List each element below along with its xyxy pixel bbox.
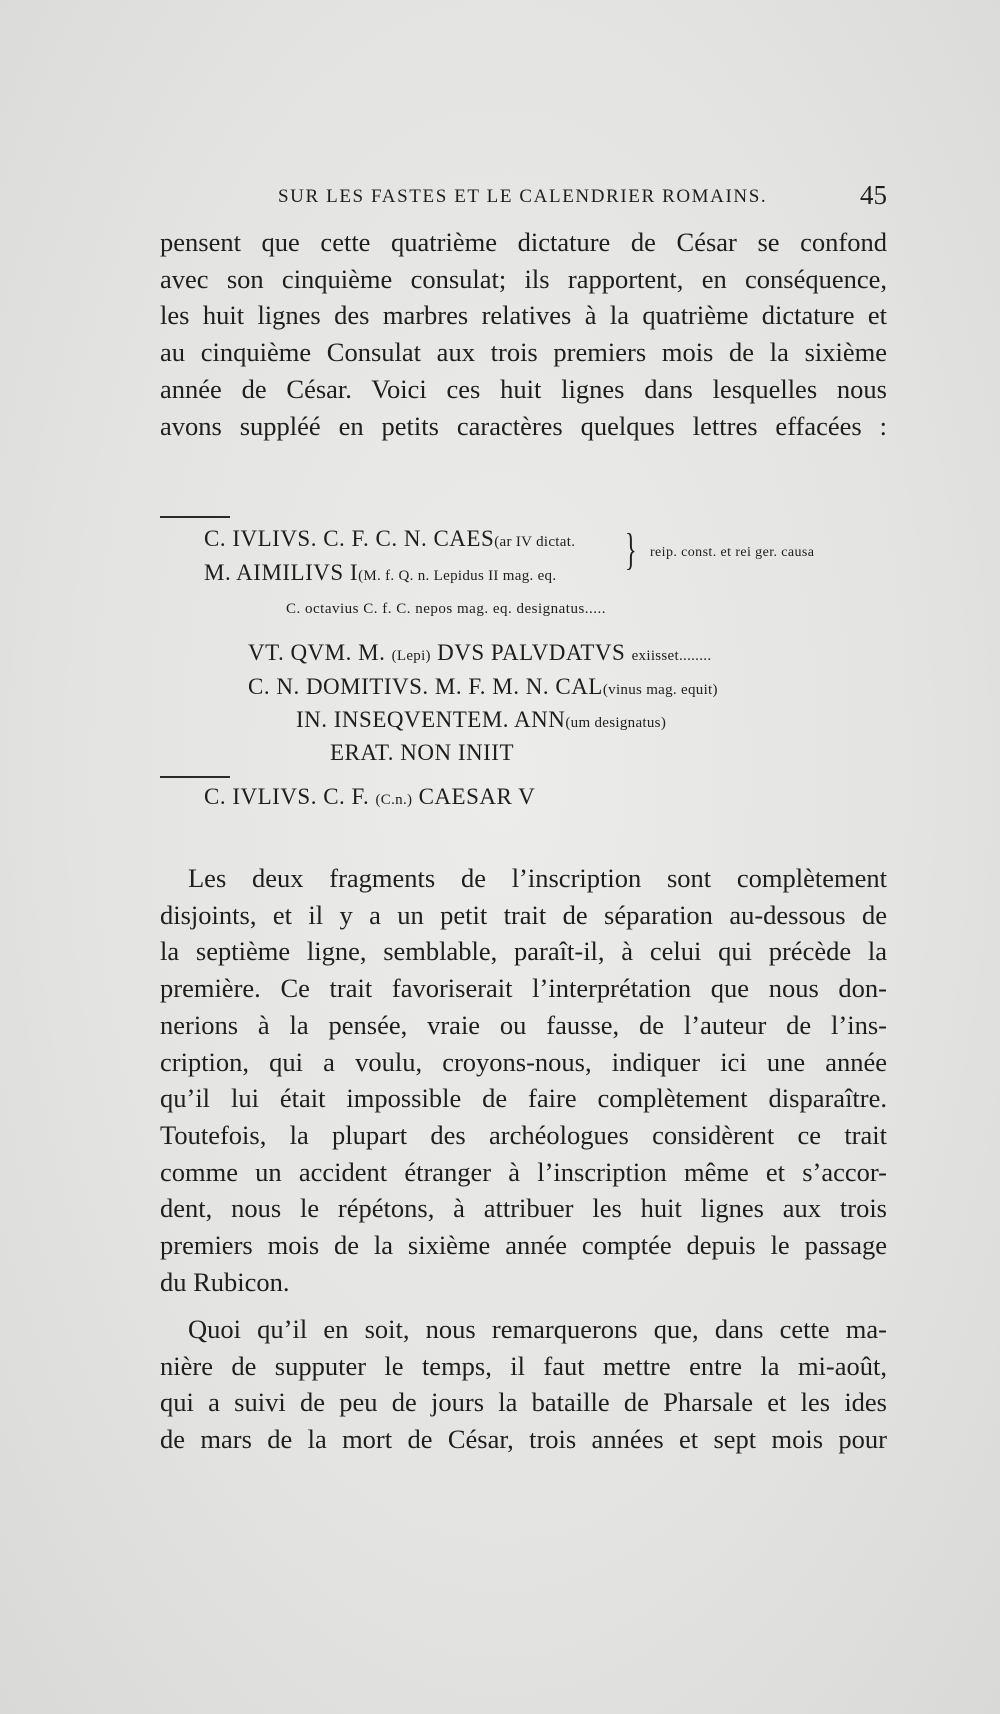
text-line: nière de supputer le temps, il faut mettre entre la mi-août, bbox=[160, 1350, 887, 1381]
running-title: SUR LES FASTES ET LE CALENDRIER ROMAINS. bbox=[278, 186, 768, 207]
text-line: au cinquième Consulat aux trois premiers mois de la sixième bbox=[160, 337, 887, 368]
inscription-text: C. IVLIVS. C. F. C. N. CAES bbox=[204, 526, 495, 551]
inscription-line-8 bbox=[204, 784, 535, 810]
inscription-line-2 bbox=[204, 560, 556, 586]
text-line: première. Ce trait favoriserait l’interprétation que nous don- bbox=[160, 973, 887, 1004]
text-line: de mars de la mort de César, trois années et sept mois pour bbox=[160, 1424, 887, 1455]
inscription-line-3: C. octavius C. f. C. nepos mag. eq. designatus..... bbox=[286, 601, 607, 617]
text-line: année de César. Voici ces huit lignes dans lesquelles nous bbox=[160, 373, 887, 404]
page-number: 45 bbox=[860, 180, 887, 210]
inscription-supplement: (vinus mag. equit) bbox=[602, 682, 718, 698]
inscription-line-7: ERAT. NON INIIT bbox=[330, 740, 515, 765]
inscription-text: C. IVLIVS. C. F. bbox=[204, 784, 376, 809]
text-line: les huit lignes des marbres relatives à la quatrième dictature et bbox=[160, 300, 887, 331]
inscription-line-1 bbox=[204, 526, 575, 552]
text-line: dent, nous le répétons, à attribuer les huit lignes aux trois bbox=[160, 1193, 887, 1224]
inscription-line-4 bbox=[248, 640, 711, 666]
text-line: Toutefois, la plupart des archéologues considèrent ce trait bbox=[160, 1119, 887, 1150]
brace-symbol: } bbox=[625, 525, 637, 574]
text-line: avec son cinquième consulat; ils rapportent, en conséquence, bbox=[160, 263, 887, 294]
text-line: qui a suivi de peu de jours la bataille de Pharsale et les ides bbox=[160, 1387, 887, 1418]
text-line: premiers mois de la sixième année comptée depuis le passage bbox=[160, 1230, 887, 1261]
paragraph-2 bbox=[160, 860, 887, 1300]
inscription-supplement: (M. f. Q. n. Lepidus II mag. eq. bbox=[358, 568, 557, 584]
inscription-line-6 bbox=[296, 707, 666, 733]
inscription-text: VT. QVM. M. bbox=[248, 640, 392, 665]
inscription-supplement: (Lepi) bbox=[391, 648, 431, 664]
paragraph-1 bbox=[160, 224, 887, 444]
text-line: pensent que cette quatrième dictature de César se confond bbox=[160, 227, 887, 257]
inscription-supplement: (C.n.) bbox=[375, 792, 413, 808]
text-line: comme un accident étranger à l’inscription même et s’accor- bbox=[160, 1156, 887, 1187]
text-line: avons suppléé en petits caractères quelques lettres effacées : bbox=[160, 410, 887, 441]
inscription-text: IN. INSEQVENTEM. ANN bbox=[296, 707, 566, 732]
inscription-line-5 bbox=[248, 674, 718, 700]
paragraph-3 bbox=[160, 1311, 887, 1458]
inscription-supplement: (um designatus) bbox=[565, 715, 667, 731]
text-line: disjoints, et il y a un petit trait de séparation au-dessous de bbox=[160, 899, 887, 930]
page-header bbox=[160, 180, 887, 216]
text-line: la septième ligne, semblable, paraît-il, à celui qui précède la bbox=[160, 936, 887, 967]
inscription-text: C. N. DOMITIVS. M. F. M. N. CAL bbox=[248, 674, 603, 699]
text-line: qu’il lui était impossible de faire complètement disparaître. bbox=[160, 1083, 887, 1114]
text-line: du Rubicon. bbox=[160, 1266, 290, 1297]
inscription-supplement: (ar IV dictat. bbox=[494, 534, 576, 550]
side-note: reip. const. et rei ger. causa bbox=[650, 545, 815, 560]
text-line: Les deux fragments de l’inscription sont complètement bbox=[188, 863, 887, 893]
text-line: cription, qui a voulu, croyons-nous, indiquer ici une année bbox=[160, 1046, 887, 1077]
text-line: Quoi qu’il en soit, nous remarquerons que, dans cette ma- bbox=[188, 1314, 887, 1344]
inscription-text: DVS PALVDATVS bbox=[430, 640, 632, 665]
inscription-text: M. AIMILIVS I bbox=[204, 560, 359, 585]
text-line: nerions à la pensée, vraie ou fausse, de l’auteur de l’ins- bbox=[160, 1009, 887, 1040]
inscription-supplement: exiisset........ bbox=[631, 648, 712, 664]
separator-rule-bottom bbox=[160, 776, 230, 778]
separator-rule-top bbox=[160, 516, 230, 518]
inscription-text: CAESAR V bbox=[412, 784, 536, 809]
